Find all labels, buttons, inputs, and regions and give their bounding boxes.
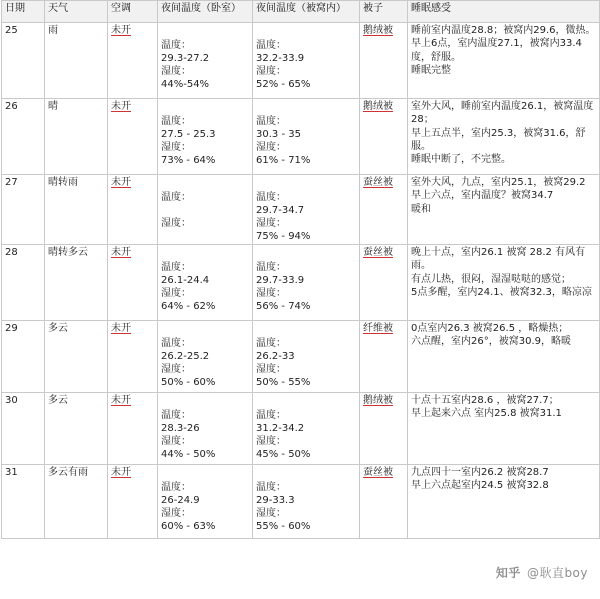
humidity-label: 湿度：	[256, 218, 286, 229]
header-row	[2, 1, 600, 23]
feeling-line: 睡眠完整	[411, 64, 451, 76]
temp-range: 32.2-33.9	[256, 53, 305, 64]
zhihu-watermark	[496, 564, 588, 581]
quilt-type: 纤维被	[363, 323, 393, 334]
temp-label: 温度：	[161, 338, 191, 349]
humidity-label: 湿度：	[256, 436, 286, 447]
feeling-line: 晚上十点，室内26.1 被窝 28.2 有风有雨。	[411, 247, 586, 272]
humidity-label: 湿度：	[256, 142, 286, 153]
quilt-reading-cell	[253, 465, 360, 539]
temp-range	[161, 204, 249, 217]
feeling-line: 九点四十一室内26.2 被窝28.7	[411, 467, 549, 478]
feeling-line: 早上六点起室内24.5 被窝32.8	[411, 480, 549, 492]
humidity-label: 湿度：	[256, 288, 286, 299]
ac-cell	[108, 393, 158, 465]
quilt-reading-cell	[253, 245, 360, 321]
ac-cell	[108, 23, 158, 99]
feeling-line: 5点多醒，室内24.1、被窝32.3，略凉凉	[411, 286, 592, 298]
ac-cell	[108, 465, 158, 539]
day-cell: 27	[2, 175, 45, 245]
ac-cell	[108, 245, 158, 321]
temp-range: 26.2-25.2	[161, 351, 210, 362]
temp-range: 26.2-33	[256, 351, 295, 362]
feeling-line: 早上五点半，室内25.3，被窝31.6，舒服。	[411, 127, 586, 152]
ac-cell	[108, 321, 158, 393]
temp-label: 温度：	[256, 40, 286, 51]
quilt-cell	[360, 245, 408, 321]
day-cell: 30	[2, 393, 45, 465]
feeling-line: 暖和	[411, 203, 431, 215]
temp-label: 温度：	[256, 410, 286, 421]
table-row	[2, 245, 600, 321]
ac-cell	[108, 175, 158, 245]
humidity-label: 湿度：	[161, 218, 191, 229]
feeling-line: 早上6点，室内温度27.1，被窝内33.4度，舒服。	[411, 38, 582, 63]
quilt-type: 蚕丝被	[363, 247, 393, 258]
quilt-cell	[360, 23, 408, 99]
temp-range: 27.5 - 25.3	[161, 129, 216, 140]
humidity-label: 湿度：	[161, 436, 191, 447]
temp-label: 温度：	[161, 192, 191, 203]
humidity-label: 湿度：	[161, 66, 191, 77]
quilt-type: 蚕丝被	[363, 467, 393, 478]
room-reading-cell	[158, 23, 253, 99]
table-row	[2, 175, 600, 245]
humidity-label: 湿度：	[161, 364, 191, 375]
feeling-cell	[408, 393, 600, 465]
temp-range: 28.3-26	[161, 423, 200, 434]
table-row	[2, 465, 600, 539]
ac-status: 未开	[111, 323, 131, 334]
quilt-cell	[360, 99, 408, 175]
header-feeling: 睡眠感受	[408, 1, 600, 23]
day-cell: 28	[2, 245, 45, 321]
humidity-range: 50% - 60%	[161, 377, 216, 388]
ac-status: 未开	[111, 247, 131, 258]
humidity-range: 50% - 55%	[256, 377, 311, 388]
header-weather: 天气	[45, 1, 108, 23]
temp-range: 29.7-33.9	[256, 275, 305, 286]
quilt-cell	[360, 321, 408, 393]
humidity-range: 44%-54%	[161, 79, 210, 90]
ac-status: 未开	[111, 467, 131, 478]
room-reading-cell	[158, 321, 253, 393]
room-reading-cell	[158, 245, 253, 321]
humidity-label: 湿度：	[161, 142, 191, 153]
temp-range: 31.2-34.2	[256, 423, 305, 434]
temp-range: 29.7-34.7	[256, 205, 305, 216]
humidity-range: 56% - 74%	[256, 301, 311, 312]
temp-label: 温度：	[161, 262, 191, 273]
ac-status: 未开	[111, 101, 131, 112]
temp-label: 温度：	[161, 116, 191, 127]
quilt-cell	[360, 175, 408, 245]
ac-cell	[108, 99, 158, 175]
header-quilt: 被子	[360, 1, 408, 23]
quilt-type: 鹅绒被	[363, 25, 393, 36]
day-cell: 29	[2, 321, 45, 393]
weather-cell: 晴转多云	[45, 245, 108, 321]
quilt-cell	[360, 465, 408, 539]
feeling-cell	[408, 245, 600, 321]
temp-range: 29-33.3	[256, 495, 295, 506]
temp-label: 温度：	[161, 410, 191, 421]
quilt-type: 鹅绒被	[363, 395, 393, 406]
quilt-reading-cell	[253, 175, 360, 245]
quilt-reading-cell	[253, 99, 360, 175]
humidity-range: 64% - 62%	[161, 301, 216, 312]
ac-status: 未开	[111, 395, 131, 406]
quilt-reading-cell	[253, 23, 360, 99]
temp-range: 30.3 - 35	[256, 129, 301, 140]
room-reading-cell	[158, 393, 253, 465]
weather-cell: 雨	[45, 23, 108, 99]
day-cell: 26	[2, 99, 45, 175]
temp-label: 温度：	[161, 40, 191, 51]
ac-status: 未开	[111, 25, 131, 36]
temp-label: 温度：	[256, 482, 286, 493]
day-cell: 25	[2, 23, 45, 99]
humidity-range: 73% - 64%	[161, 155, 216, 166]
feeling-cell	[408, 321, 600, 393]
feeling-cell	[408, 465, 600, 539]
feeling-line: 十点十五室内28.6 ，被窝27.7；	[411, 395, 559, 406]
feeling-line: 有点儿热，很闷，湿湿哒哒的感觉；	[411, 273, 571, 285]
feeling-line: 早上起来六点 室内25.8 被窝31.1	[411, 408, 562, 420]
temp-range: 29.3-27.2	[161, 53, 210, 64]
humidity-label: 湿度：	[161, 508, 191, 519]
humidity-range: 45% - 50%	[256, 449, 311, 460]
temp-label: 温度：	[256, 116, 286, 127]
feeling-line: 0点室内26.3 被窝26.5 ，略燥热；	[411, 323, 569, 334]
feeling-line: 睡前室内温度28.8；被窝内29.6，微热。	[411, 25, 596, 36]
header-day: 日期	[2, 1, 45, 23]
quilt-cell	[360, 393, 408, 465]
quilt-reading-cell	[253, 321, 360, 393]
weather-cell: 多云	[45, 393, 108, 465]
header-room-temp: 夜间温度（卧室）	[158, 1, 253, 23]
humidity-label: 湿度：	[256, 66, 286, 77]
temp-label: 温度：	[256, 262, 286, 273]
table-row	[2, 321, 600, 393]
feeling-cell	[408, 175, 600, 245]
room-reading-cell	[158, 175, 253, 245]
quilt-reading-cell	[253, 393, 360, 465]
temp-range: 26-24.9	[161, 495, 200, 506]
header-ac: 空调	[108, 1, 158, 23]
humidity-range: 60% - 63%	[161, 521, 216, 532]
humidity-label: 湿度：	[256, 364, 286, 375]
room-reading-cell	[158, 465, 253, 539]
feeling-line: 六点醒，室内26°，被窝30.9，略暖	[411, 336, 571, 348]
header-quilt-temp: 夜间温度（被窝内）	[253, 1, 360, 23]
sleep-log-table	[1, 0, 600, 539]
humidity-range: 75% - 94%	[256, 231, 311, 242]
table-row	[2, 23, 600, 99]
watermark-site: 知乎	[495, 566, 521, 580]
humidity-label: 湿度：	[256, 508, 286, 519]
temp-label: 温度：	[161, 482, 191, 493]
weather-cell: 多云	[45, 321, 108, 393]
table-row	[2, 99, 600, 175]
table-row	[2, 393, 600, 465]
weather-cell: 多云有雨	[45, 465, 108, 539]
weather-cell: 晴	[45, 99, 108, 175]
feeling-line: 睡眠中断了，不完整。	[411, 154, 511, 166]
temp-range: 26.1-24.4	[161, 275, 210, 286]
feeling-line: 室外大风，睡前室内温度26.1，被窝温度28；	[411, 101, 594, 126]
day-cell: 31	[2, 465, 45, 539]
humidity-range: 44% - 50%	[161, 449, 216, 460]
weather-cell: 晴转雨	[45, 175, 108, 245]
humidity-range: 55% - 60%	[256, 521, 311, 532]
feeling-cell	[408, 99, 600, 175]
temp-label: 温度：	[256, 338, 286, 349]
watermark-author: @耿直boy	[526, 566, 588, 580]
humidity-range: 52% - 65%	[256, 79, 311, 90]
feeling-line: 室外大风，九点，室内25.1，被窝29.2	[411, 177, 586, 188]
humidity-range	[161, 230, 249, 243]
humidity-label: 湿度：	[161, 288, 191, 299]
ac-status: 未开	[111, 177, 131, 188]
room-reading-cell	[158, 99, 253, 175]
feeling-line: 早上六点，室内温度？被窝34.7	[411, 190, 554, 202]
temp-label: 温度：	[256, 192, 286, 203]
quilt-type: 鹅绒被	[363, 101, 393, 112]
humidity-range: 61% - 71%	[256, 155, 311, 166]
quilt-type: 蚕丝被	[363, 177, 393, 188]
feeling-cell	[408, 23, 600, 99]
